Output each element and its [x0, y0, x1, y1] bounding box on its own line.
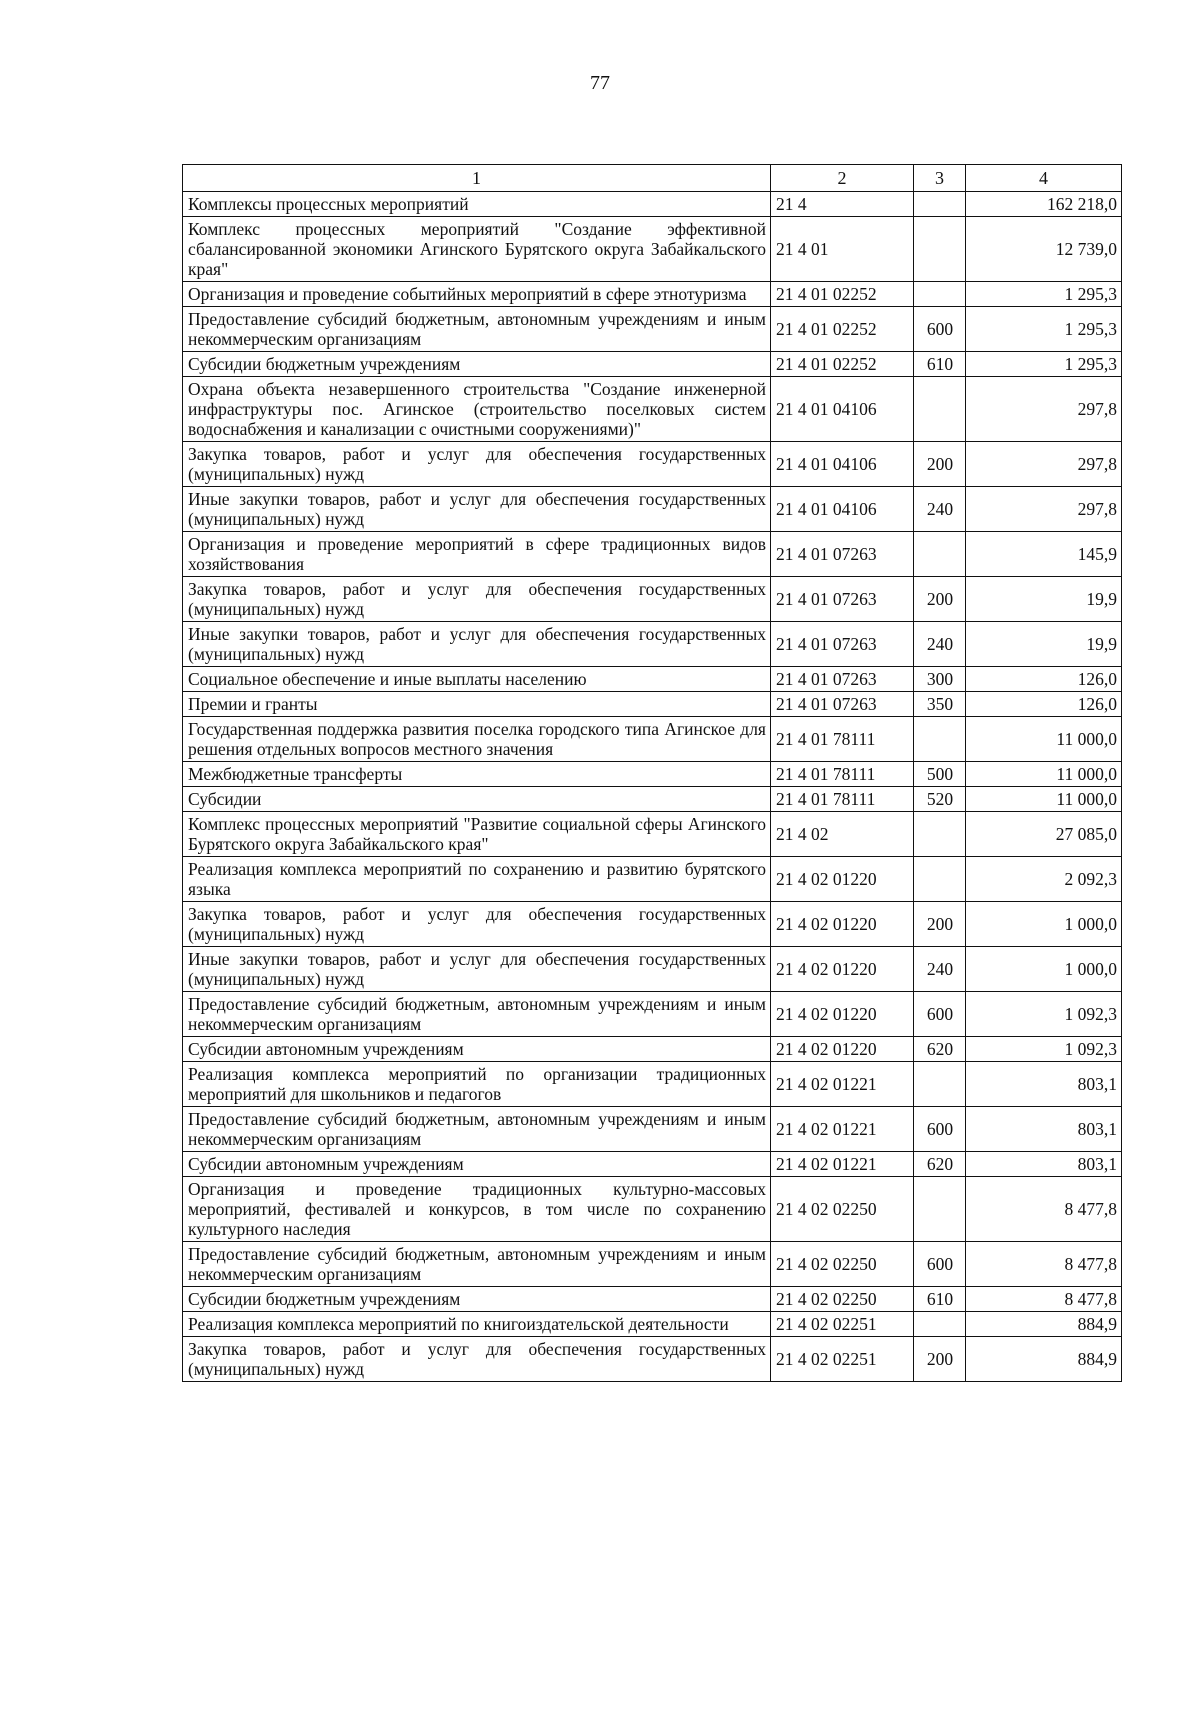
table-row [183, 992, 1122, 1037]
cell-type: 620 [914, 1037, 966, 1062]
cell-name: Межбюджетные трансферты [183, 762, 771, 787]
cell-name: Иные закупки товаров, работ и услуг для обеспечения государственных (муниципальных) нужд [183, 947, 771, 992]
cell-type: 350 [914, 692, 966, 717]
table-row [183, 1177, 1122, 1242]
cell-type: 600 [914, 307, 966, 352]
table-row [183, 192, 1122, 217]
cell-code: 21 4 02 [771, 812, 914, 857]
cell-sum: 803,1 [966, 1152, 1122, 1177]
cell-code: 21 4 02 01221 [771, 1107, 914, 1152]
cell-type: 240 [914, 947, 966, 992]
cell-code: 21 4 01 07263 [771, 667, 914, 692]
table-row [183, 577, 1122, 622]
column-header-name: 1 [183, 165, 771, 192]
cell-name: Закупка товаров, работ и услуг для обеспечения государственных (муниципальных) нужд [183, 902, 771, 947]
table-header [183, 165, 1122, 192]
cell-type: 200 [914, 902, 966, 947]
column-header-code: 2 [771, 165, 914, 192]
cell-name: Предоставление субсидий бюджетным, автономным учреждениям и иным некоммерческим организациям [183, 1107, 771, 1152]
cell-name: Предоставление субсидий бюджетным, автономным учреждениям и иным некоммерческим организациям [183, 1242, 771, 1287]
cell-sum: 162 218,0 [966, 192, 1122, 217]
cell-type: 620 [914, 1152, 966, 1177]
cell-name: Премии и гранты [183, 692, 771, 717]
cell-type: 600 [914, 1242, 966, 1287]
cell-code: 21 4 02 01221 [771, 1062, 914, 1107]
cell-name: Комплекс процессных мероприятий "Создание эффективной сбалансированной экономики Агинского Бурятского округа Забайкальского края" [183, 217, 771, 282]
cell-type [914, 217, 966, 282]
cell-name: Комплексы процессных мероприятий [183, 192, 771, 217]
cell-code: 21 4 01 78111 [771, 787, 914, 812]
cell-name: Субсидии автономным учреждениям [183, 1152, 771, 1177]
cell-name: Реализация комплекса мероприятий по книгоиздательской деятельности [183, 1312, 771, 1337]
cell-sum: 884,9 [966, 1337, 1122, 1382]
cell-sum: 803,1 [966, 1107, 1122, 1152]
cell-sum: 126,0 [966, 692, 1122, 717]
cell-code: 21 4 01 78111 [771, 717, 914, 762]
cell-code: 21 4 01 02252 [771, 282, 914, 307]
cell-type [914, 857, 966, 902]
table-row [183, 667, 1122, 692]
table-body [183, 192, 1122, 1382]
cell-code: 21 4 01 [771, 217, 914, 282]
cell-type: 240 [914, 487, 966, 532]
cell-code: 21 4 02 02251 [771, 1337, 914, 1382]
cell-name: Реализация комплекса мероприятий по организации традиционных мероприятий для школьников и педагогов [183, 1062, 771, 1107]
cell-type: 600 [914, 1107, 966, 1152]
cell-type [914, 532, 966, 577]
cell-name: Организация и проведение событийных мероприятий в сфере этнотуризма [183, 282, 771, 307]
cell-name: Субсидии бюджетным учреждениям [183, 1287, 771, 1312]
table-row [183, 1152, 1122, 1177]
cell-sum: 297,8 [966, 487, 1122, 532]
table-row [183, 947, 1122, 992]
table-row [183, 307, 1122, 352]
cell-sum: 884,9 [966, 1312, 1122, 1337]
cell-name: Субсидии бюджетным учреждениям [183, 352, 771, 377]
table-row [183, 1037, 1122, 1062]
table-row [183, 762, 1122, 787]
cell-type [914, 717, 966, 762]
cell-sum: 19,9 [966, 622, 1122, 667]
cell-code: 21 4 [771, 192, 914, 217]
cell-code: 21 4 02 01221 [771, 1152, 914, 1177]
cell-type [914, 812, 966, 857]
table-row [183, 1062, 1122, 1107]
cell-sum: 8 477,8 [966, 1287, 1122, 1312]
table-row [183, 692, 1122, 717]
budget-table [182, 164, 1122, 1382]
cell-type [914, 377, 966, 442]
cell-code: 21 4 01 07263 [771, 577, 914, 622]
cell-code: 21 4 02 01220 [771, 857, 914, 902]
table-row [183, 217, 1122, 282]
cell-type: 300 [914, 667, 966, 692]
cell-code: 21 4 01 07263 [771, 622, 914, 667]
table-row [183, 377, 1122, 442]
cell-sum: 1 000,0 [966, 947, 1122, 992]
cell-code: 21 4 02 02250 [771, 1242, 914, 1287]
cell-code: 21 4 02 02250 [771, 1287, 914, 1312]
table-row [183, 532, 1122, 577]
cell-sum: 11 000,0 [966, 762, 1122, 787]
cell-code: 21 4 01 04106 [771, 442, 914, 487]
cell-sum: 1 295,3 [966, 307, 1122, 352]
cell-name: Иные закупки товаров, работ и услуг для обеспечения государственных (муниципальных) нужд [183, 622, 771, 667]
cell-sum: 19,9 [966, 577, 1122, 622]
cell-name: Организация и проведение мероприятий в сфере традиционных видов хозяйствования [183, 532, 771, 577]
cell-type: 610 [914, 352, 966, 377]
header-row [183, 165, 1122, 192]
cell-sum: 2 092,3 [966, 857, 1122, 902]
cell-type: 200 [914, 1337, 966, 1382]
cell-sum: 1 092,3 [966, 1037, 1122, 1062]
cell-type [914, 1312, 966, 1337]
cell-sum: 1 092,3 [966, 992, 1122, 1037]
table-row [183, 812, 1122, 857]
cell-name: Субсидии [183, 787, 771, 812]
column-header-type: 3 [914, 165, 966, 192]
cell-code: 21 4 02 01220 [771, 992, 914, 1037]
cell-sum: 27 085,0 [966, 812, 1122, 857]
cell-code: 21 4 02 01220 [771, 902, 914, 947]
cell-name: Комплекс процессных мероприятий "Развитие социальной сферы Агинского Бурятского округа Забайкальского края" [183, 812, 771, 857]
cell-sum: 12 739,0 [966, 217, 1122, 282]
cell-type: 520 [914, 787, 966, 812]
table-row [183, 622, 1122, 667]
cell-name: Иные закупки товаров, работ и услуг для обеспечения государственных (муниципальных) нужд [183, 487, 771, 532]
table-row [183, 902, 1122, 947]
cell-sum: 803,1 [966, 1062, 1122, 1107]
table-row [183, 352, 1122, 377]
cell-sum: 1 295,3 [966, 282, 1122, 307]
cell-type [914, 282, 966, 307]
cell-code: 21 4 02 02250 [771, 1177, 914, 1242]
cell-code: 21 4 02 01220 [771, 1037, 914, 1062]
cell-name: Закупка товаров, работ и услуг для обеспечения государственных (муниципальных) нужд [183, 442, 771, 487]
cell-code: 21 4 01 02252 [771, 352, 914, 377]
cell-sum: 297,8 [966, 442, 1122, 487]
cell-name: Социальное обеспечение и иные выплаты населению [183, 667, 771, 692]
cell-code: 21 4 02 02251 [771, 1312, 914, 1337]
cell-type: 240 [914, 622, 966, 667]
cell-code: 21 4 01 04106 [771, 377, 914, 442]
table-row [183, 1287, 1122, 1312]
cell-type [914, 1177, 966, 1242]
cell-type: 200 [914, 577, 966, 622]
table-row [183, 1337, 1122, 1382]
cell-sum: 11 000,0 [966, 787, 1122, 812]
cell-type: 500 [914, 762, 966, 787]
column-header-sum: 4 [966, 165, 1122, 192]
cell-name: Закупка товаров, работ и услуг для обеспечения государственных (муниципальных) нужд [183, 577, 771, 622]
table-row [183, 787, 1122, 812]
table-row [183, 857, 1122, 902]
cell-type: 200 [914, 442, 966, 487]
cell-type [914, 1062, 966, 1107]
cell-name: Организация и проведение традиционных культурно-массовых мероприятий, фестивалей и конкурсов, в том числе по сохранению культурного наследия [183, 1177, 771, 1242]
cell-type: 600 [914, 992, 966, 1037]
table-row [183, 1107, 1122, 1152]
cell-sum: 11 000,0 [966, 717, 1122, 762]
table-row [183, 1242, 1122, 1287]
cell-code: 21 4 01 78111 [771, 762, 914, 787]
table-row [183, 1312, 1122, 1337]
table-row [183, 717, 1122, 762]
cell-name: Субсидии автономным учреждениям [183, 1037, 771, 1062]
cell-sum: 145,9 [966, 532, 1122, 577]
cell-name: Охрана объекта незавершенного строительства "Создание инженерной инфраструктуры пос. Агинское (строительство поселковых систем водоснабжения и канализации с очистными сооружениями)" [183, 377, 771, 442]
table-row [183, 442, 1122, 487]
cell-type [914, 192, 966, 217]
cell-code: 21 4 01 07263 [771, 692, 914, 717]
cell-code: 21 4 01 02252 [771, 307, 914, 352]
cell-name: Предоставление субсидий бюджетным, автономным учреждениям и иным некоммерческим организациям [183, 307, 771, 352]
cell-sum: 8 477,8 [966, 1177, 1122, 1242]
cell-sum: 126,0 [966, 667, 1122, 692]
cell-sum: 1 000,0 [966, 902, 1122, 947]
cell-name: Государственная поддержка развития поселка городского типа Агинское для решения отдельных вопросов местного значения [183, 717, 771, 762]
cell-code: 21 4 02 01220 [771, 947, 914, 992]
cell-type: 610 [914, 1287, 966, 1312]
page-number: 77 [590, 72, 610, 94]
cell-name: Предоставление субсидий бюджетным, автономным учреждениям и иным некоммерческим организациям [183, 992, 771, 1037]
cell-name: Закупка товаров, работ и услуг для обеспечения государственных (муниципальных) нужд [183, 1337, 771, 1382]
table-row [183, 487, 1122, 532]
cell-code: 21 4 01 07263 [771, 532, 914, 577]
table-row [183, 282, 1122, 307]
cell-code: 21 4 01 04106 [771, 487, 914, 532]
cell-sum: 8 477,8 [966, 1242, 1122, 1287]
cell-sum: 297,8 [966, 377, 1122, 442]
cell-name: Реализация комплекса мероприятий по сохранению и развитию бурятского языка [183, 857, 771, 902]
cell-sum: 1 295,3 [966, 352, 1122, 377]
